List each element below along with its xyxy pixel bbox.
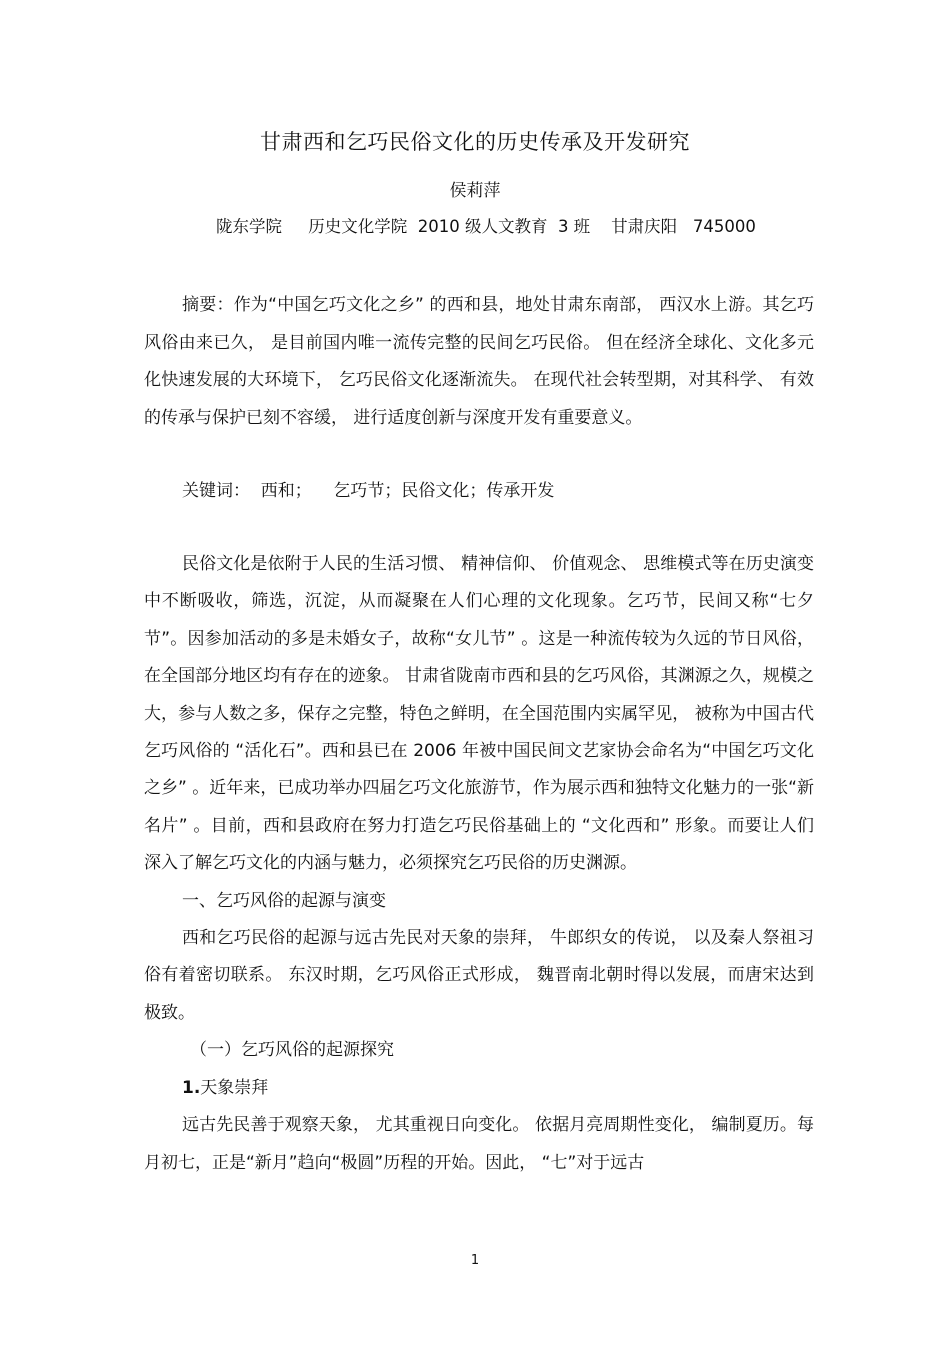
author-name: 侯莉萍 bbox=[449, 181, 501, 201]
paper-title: 甘肃西和乞巧民俗文化的历史传承及开发研究 bbox=[260, 130, 690, 154]
subsection-heading: （一）乞巧风俗的起源探究 bbox=[190, 1040, 394, 1061]
section-paragraph: 西和乞巧民俗的起源与远古先民对天象的崇拜， 牛郎织女的传说， 以及秦人祭祖习俗有着密切联系。 东汉时期，乞巧风俗正式形成， 魏晋南北朝时得以发展，而唐宋达到极致。 bbox=[144, 928, 814, 1023]
section-heading: 一、乞巧风俗的起源与演变 bbox=[182, 890, 386, 911]
subsubsection-heading bbox=[144, 1070, 814, 1107]
intro-paragraph: 民俗文化是依附于人民的生活习惯、 精神信仰、 价值观念、 思维模式等在历史演变中不断吸收，筛选，沉淀，从而凝聚在人们心理的文化现象。乞巧节，民间又称“七夕节”。因参加活动的多是未婚女子，故称“女儿节” 。这是一种流传较为久远的节日风俗， 在全国部分地区均有存在的迹象。 甘肃省陇南市西和县的乞巧风俗，其渊源之久，规模之大，参与人数之多，保存之完整，特色之鲜明，在全国范围内实属罕见， 被称为中国古代乞巧风俗的 “活化石”。西和县已在 2006 年被中国民间文艺家协会命名为“中国乞巧文化之乡” 。近年来，已成功举办四届乞巧文化旅游节，作为展示西和独特文化魅力的一张“新名片” 。目前，西和县政府在努力打造乞巧民俗基础上的 “文化西和” 形象。而要让人们深入了解乞巧文化的内涵与魅力，必须探究乞巧民俗的历史渊源。 bbox=[144, 554, 814, 874]
page-number: 1 bbox=[470, 1253, 480, 1268]
abstract bbox=[144, 287, 814, 437]
subsubsection-title: 天象崇拜 bbox=[200, 1077, 269, 1098]
subsubsection-number: 1. bbox=[182, 1077, 201, 1098]
abstract-text: 摘要：作为“中国乞巧文化之乡” 的西和县，地处甘肃东南部， 西汉水上游。其乞巧风俗由来已久， 是目前国内唯一流传完整的民间乞巧民俗。 但在经济全球化、文化多元化快速发展的大环境下， 乞巧民俗文化逐渐流失。 在现代社会转型期，对其科学、 有效的传承与保护已刻不容缓， 进行适度创新与深度开发有重要意义。 bbox=[144, 295, 814, 428]
keywords: 关键词： 西和； 乞巧节；民俗文化；传承开发 bbox=[182, 481, 555, 501]
body-text bbox=[144, 546, 814, 1182]
author-affiliation: 陇东学院 历史文化学院 2010 级人文教育 3 班 甘肃庆阳 745000 bbox=[216, 217, 756, 236]
subsubsection-paragraph: 远古先民善于观察天象， 尤其重视日向变化。 依据月亮周期性变化， 编制夏历。每月初七，正是“新月”趋向“极圆”历程的开始。因此， “七”对于远古 bbox=[144, 1115, 814, 1173]
